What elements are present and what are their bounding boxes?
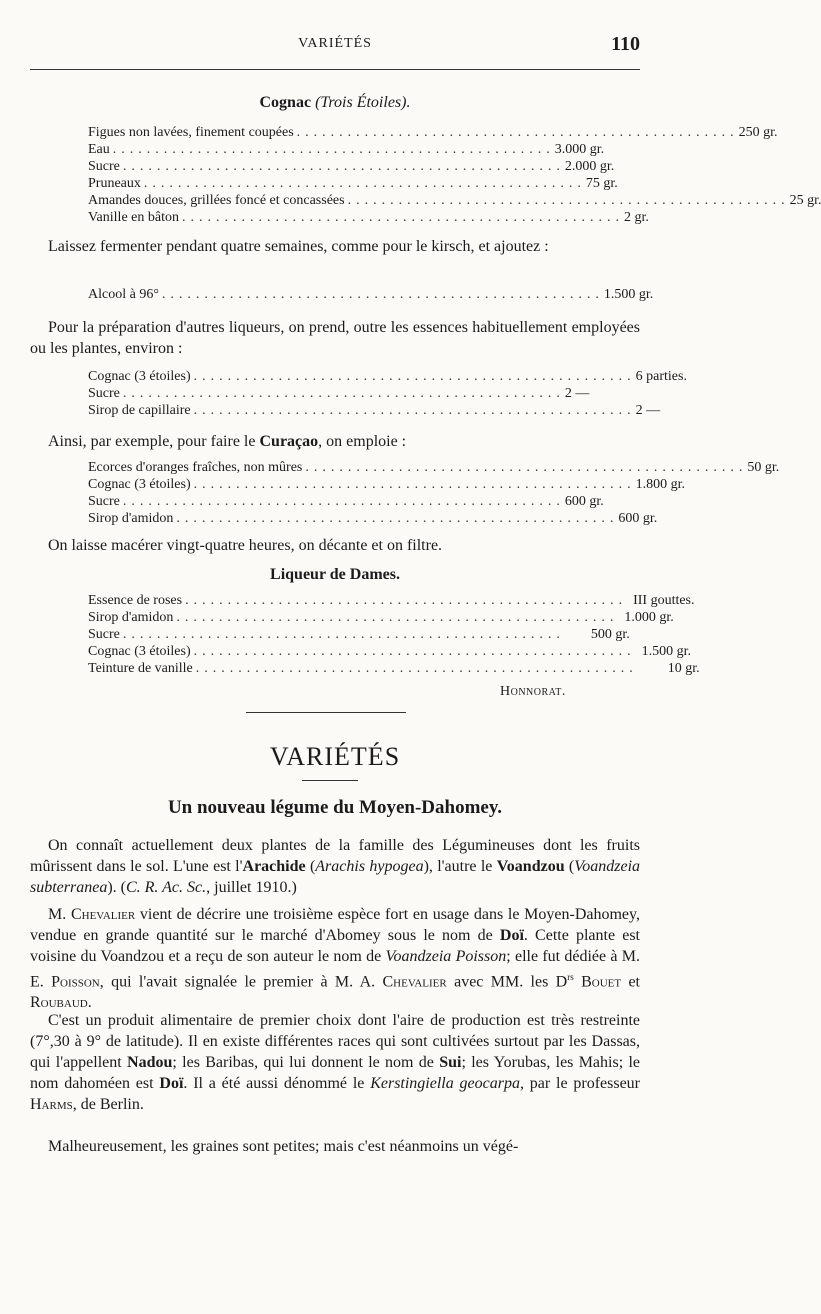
ingredient-qty: 50 gr. <box>747 460 780 475</box>
article-paragraph-3 <box>30 1010 640 1115</box>
cognac-instruction: Laissez fermenter pendant quatre semaines, comme pour le kirsch, et ajoutez : <box>48 238 549 255</box>
ingredient-name: Eau <box>88 142 110 157</box>
ingredient-name: Vanille en bâton <box>88 210 179 225</box>
ingredient-qty: 75 gr. <box>585 176 618 191</box>
ingredient-qty: 10 gr. <box>667 661 700 676</box>
ingredient-qty: 1.500 gr. <box>603 287 654 302</box>
ingredient-name: Figues non lavées, finement coupées <box>88 125 294 140</box>
author-name: Chevalier <box>382 973 447 991</box>
text-run: ; elle fut dédiée à M. E. <box>30 948 641 991</box>
text-run: . Il a été aussi dénommé le <box>183 1075 371 1092</box>
term-arachide: Arachide <box>242 858 306 875</box>
text-run: , juillet 1910.) <box>206 879 297 896</box>
leader-dots: .................................................... <box>193 477 636 492</box>
article-title: Un nouveau légume du Moyen-Dahomey. <box>167 797 503 818</box>
signature: Honnorat. <box>500 684 566 699</box>
text-run: avec MM. les D <box>446 973 568 991</box>
ingredient-name: Sucre <box>88 159 120 174</box>
term-sui: Sui <box>439 1054 462 1071</box>
leader-dots: .................................................... <box>296 125 739 140</box>
text-run: vient de décrire une troisième espèce fort en usage dans le Moyen-Dahomey, vendue en grande quantité sur le marché d'Abomey sous le nom de <box>30 906 640 944</box>
ingredient-row <box>88 493 604 510</box>
ingredient-qty: 1.000 gr. <box>624 610 674 625</box>
leader-dots: .................................................... <box>347 193 790 208</box>
running-header <box>30 33 640 66</box>
ingredient-row <box>88 510 658 527</box>
term-doi: Doï <box>159 1075 184 1092</box>
text-run: . <box>87 994 92 1012</box>
ingredient-name: Cognac (3 étoiles) <box>88 644 191 659</box>
leader-dots: .................................................... <box>176 511 619 526</box>
text-run: C'est un produit alimentaire de premier choix dont l'aire de production est très restreinte (7°,30 à 9° de latitude). Il en existe différentes races qui sont cultivées surtout par les Dassas, qui l'appellent <box>30 1012 640 1071</box>
ingredient-qty: 500 gr. <box>590 627 630 642</box>
ingredient-qty: 600 gr. <box>564 494 604 509</box>
ingredient-row <box>88 609 674 626</box>
ingredient-qty: 250 gr. <box>738 125 778 140</box>
text-run: M. <box>48 906 71 923</box>
article-paragraph-2 <box>30 904 640 1013</box>
text-run: , on emploie : <box>318 433 407 450</box>
leader-dots: .................................................... <box>185 593 628 608</box>
ingredient-name: Ecorces d'oranges fraîches, non mûres <box>88 460 303 475</box>
cognac-title-italic: (Trois Étoiles). <box>315 94 411 111</box>
leader-dots: .................................................... <box>305 460 748 475</box>
text-run: . Cette plante est voisine du Voandzou et a reçu de son auteur le nom de <box>30 927 640 965</box>
cognac-title-bold: Cognac <box>259 94 312 111</box>
ingredient-name: Alcool à 96° <box>88 287 159 302</box>
ingredient-name: Amandes douces, grillées foncé et concassées <box>88 193 345 208</box>
ingredient-row <box>88 385 590 402</box>
author-name: Poisson <box>51 973 100 991</box>
text-run: ), l'autre le <box>423 858 497 875</box>
header-rule <box>30 69 640 70</box>
ingredient-row <box>88 141 605 158</box>
leader-dots: .................................................... <box>193 644 636 659</box>
ingredient-name: Cognac (3 étoiles) <box>88 477 191 492</box>
liqueurs-intro: Pour la préparation d'autres liqueurs, on prend, outre les essences habituellement employées ou les plantes, environ : <box>30 319 640 357</box>
text-run: , de Berlin. <box>72 1096 144 1113</box>
ingredient-name: Essence de roses <box>88 593 183 608</box>
term-nadou: Nadou <box>127 1054 173 1071</box>
section-title: VARIÉTÉS <box>269 742 401 771</box>
ingredient-qty: 6 parties. <box>635 369 687 384</box>
ingredient-name: Sirop de capillaire <box>88 403 191 418</box>
ingredient-row <box>88 660 700 677</box>
leader-dots: .................................................... <box>195 661 638 676</box>
ingredient-qty: 25 gr. <box>789 193 821 208</box>
ingredient-qty: 2.000 gr. <box>564 159 615 174</box>
ingredient-row <box>88 368 687 385</box>
ingredient-name: Sirop d'amidon <box>88 511 174 526</box>
ingredient-qty: 3.000 gr. <box>554 142 605 157</box>
author-name: Harms <box>30 1096 73 1113</box>
ingredient-name: Sucre <box>88 627 120 642</box>
ingredient-qty: 2 — <box>635 403 661 418</box>
text-run: ( <box>305 858 316 875</box>
leader-dots: .................................................... <box>181 210 624 225</box>
text-run: Ainsi, par exemple, pour faire le <box>48 433 260 450</box>
text-run <box>574 973 581 990</box>
author-name: Bouet <box>581 973 622 991</box>
latin-name: Arachis hypogea <box>315 858 424 875</box>
leader-dots: .................................................... <box>122 494 565 509</box>
section-title-rule <box>302 780 358 781</box>
text-run: , par le professeur <box>519 1075 641 1092</box>
term-voandzou: Voandzou <box>496 858 565 875</box>
alcohol-row <box>88 286 654 303</box>
text-run: , qui l'avait signalée le premier à M. A. <box>99 973 383 991</box>
ingredient-qty: 2 gr. <box>623 210 649 225</box>
ingredient-row <box>88 192 821 209</box>
ingredient-name: Teinture de vanille <box>88 661 193 676</box>
ingredient-name: Sirop d'amidon <box>88 610 174 625</box>
author-name: Chevalier <box>70 906 136 923</box>
latin-name: Voandzeia Poisson <box>385 948 507 965</box>
leader-dots: .................................................... <box>193 403 636 418</box>
ingredient-row <box>88 209 649 226</box>
ingredient-name: Cognac (3 étoiles) <box>88 369 191 384</box>
ingredient-row <box>88 643 692 660</box>
leader-dots: .................................................... <box>143 176 586 191</box>
ingredient-row <box>88 158 615 175</box>
superscript: rs <box>567 972 574 982</box>
latin-name: Kerstingiella geocarpa <box>370 1075 520 1092</box>
leader-dots: .................................................... <box>193 369 636 384</box>
latin-name: Voandzeia subterranea <box>30 858 641 896</box>
ingredient-row <box>88 175 618 192</box>
leader-dots: .................................................... <box>176 610 619 625</box>
leader-dots: .................................................... <box>122 159 565 174</box>
leader-dots: .................................................... <box>112 142 555 157</box>
curacao-outro: On laisse macérer vingt-quatre heures, on décante et on filtre. <box>48 537 443 554</box>
ingredient-qty: III gouttes. <box>633 593 695 608</box>
ingredient-row <box>88 626 630 643</box>
text-run: ). ( <box>107 879 126 896</box>
cognac-title <box>30 94 640 112</box>
ingredient-qty: 600 gr. <box>618 511 658 526</box>
leader-dots: .................................................... <box>122 627 565 642</box>
citation: C. R. Ac. Sc. <box>125 879 207 896</box>
term-doi: Doï <box>499 927 524 944</box>
ingredient-name: Pruneaux <box>88 176 141 191</box>
ingredient-row <box>88 592 695 609</box>
ingredient-name: Sucre <box>88 494 120 509</box>
curacao-intro <box>30 431 640 452</box>
text-run: On connaît actuellement deux plantes de la famille des Légumineuses dont les fruits mûrissent dans le sol. L'une est l' <box>30 837 640 875</box>
leader-dots: .................................................... <box>122 386 565 401</box>
ingredient-row <box>88 459 780 476</box>
ingredient-name: Sucre <box>88 386 120 401</box>
page-number: 110 <box>611 33 640 55</box>
section-separator <box>246 712 406 713</box>
article-paragraph-1 <box>30 835 640 898</box>
ingredient-qty: 1.500 gr. <box>641 644 692 659</box>
leader-dots: .................................................... <box>161 287 604 302</box>
text-run: ( <box>564 858 575 875</box>
ingredient-row <box>88 476 686 493</box>
article-paragraph-4: Malheureusement, les graines sont petites; mais c'est néanmoins un végé- <box>48 1138 519 1155</box>
ingredient-qty: 1.800 gr. <box>635 477 686 492</box>
ingredient-row <box>88 402 661 419</box>
dames-title: Liqueur de Dames. <box>270 566 400 583</box>
ingredient-qty: 2 — <box>564 386 590 401</box>
author-name: Roubaud <box>30 994 88 1012</box>
curacao-term: Curaçao <box>259 433 319 450</box>
text-run: ; les Baribas, qui lui donnent le nom de <box>172 1054 440 1071</box>
running-title: VARIÉTÉS <box>298 36 372 51</box>
ingredient-row <box>88 124 778 141</box>
text-run: et <box>621 973 640 991</box>
text-run: ; les Yorubas, les Mahis; le nom dahoméen est <box>30 1054 640 1092</box>
